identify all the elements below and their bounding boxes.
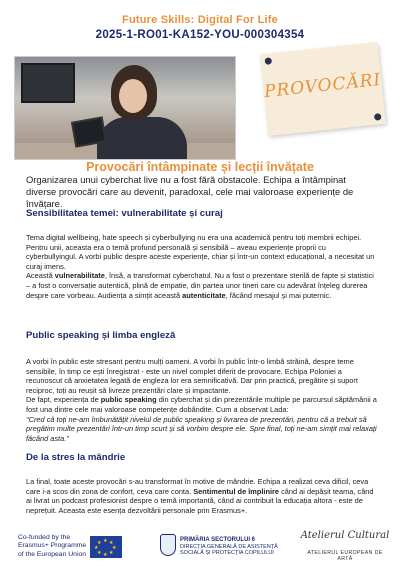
person-body-shape [97,117,187,160]
quote: "Cred că toți ne-am îmbunătățit nivelul de public speaking și livrarea de prezentări, pentru că a trebuit să pregătim multe prezentări într-un timp scurt și să vorbim despre ele. Spre final, toți ne-am simțit mai relaxați făcând asta." [26,414,377,443]
emphasis: Sentimentul de împlinire [193,486,280,496]
city-hall-logo-text: PRIMĂRIA SECTORULUI 6 DIRECȚIA GENERALĂ DE ASISTENȚĂ SOCIALĂ ȘI PROTECȚIA COPILULUI [180,537,278,557]
pin-icon [264,57,272,65]
emphasis: public speaking [100,395,157,405]
section-heading: Sensibilitatea temei: vulnerabilitate și curaj [26,208,223,219]
section-sensitivity [26,208,378,300]
section-public-speaking [26,330,378,443]
section-heading: De la stres la mândrie [26,452,126,463]
project-code: 2025-1-RO01-KA152-YOU-000304354 [95,29,305,41]
photo-students-at-computer [14,56,236,160]
section-paragraph: De fapt, experiența de public speaking din cyberchat și din prezentările multiple pe parcursul săptămânii a fost una dintre cele mai valoroase competențe dobândite. Cum a observat Lada: [26,395,377,414]
project-title: Future Skills: Digital For Life [122,14,278,26]
section-paragraph: A vorbi în public este stresant pentru mulți oameni. A vorbi în public într-o limbă străină, despre teme sensibile, în timp ce ești înregistrat - este un nivel complet diferit de provocare. Echipa Poloniei a recunoscut că anxietatea legată de engleza lor era semnificativă. Dar prin practică, pregătire și suport reciproc, toți au reușit să livreze prezentări clare și impactante. [26,357,358,395]
pin-icon [374,113,382,121]
atelier-logo-text: ATELIERUL EUROPEAN DE ARTĂ [307,550,383,562]
intro-paragraph: Organizarea unui cyberchat live nu a fost fără obstacole. Echipa a întâmpinat diverse provocări care au devenit, paradoxal, cele mai valoroase experiențe de învățare. [26,174,354,209]
section-paragraph: La final, toate aceste provocări s-au transformat în motive de mândrie. Echipa a realizat ceva dificil, ceva care i-a scos din zona de confort, ceva care conta. Sentimentul de împlinire când ai depășit teama, când ai livrat un podcast profesionist despre o temă importantă, când ai contribuit la educația altora - este de neprețuit. Aceasta este esența dezvoltării personale prin Erasmus+. [26,477,374,515]
note-word: PROVOCĂRI [263,69,383,103]
eu-flag-icon: ★ ★ ★ ★ ★ ★ ★ ★ [90,536,122,558]
section-paragraph: Tema digital wellbeing, hate speech și cyberbullying nu era una academică pentru toți membrii echipei. Pentru unii, aceasta era o temă profund personală și sensibilă – aveau experiențe proprii cu cyberbullyingul. A vorbi public despre aceste experiențe, chiar și într-un context educațional, a necesitat un curaj imens. [26,233,375,271]
section-paragraph: Această vulnerabilitate, însă, a transformat cyberchatul. Nu a fost o prezentare sterilă de fapte și statistici – a fost o conversație autentică, plină de empatie, din partea unor tineri care cu adevărat înțeleg durerea despre care vorbeau. Audiența a simțit această autenticitate, făcând mesajul și mai puternic. [26,271,374,300]
section-heading: Public speaking și limba engleză [26,330,176,341]
monitor-shape [21,63,75,103]
coat-of-arms-icon [160,534,176,556]
page-title: Provocări întâmpinate și lecții învățate [86,160,314,174]
emphasis: vulnerabilitate [54,271,105,281]
sticky-note [260,42,386,136]
footer [0,520,400,566]
person-face-shape [119,79,147,113]
tablet-shape [71,116,107,147]
section-stress-to-pride [26,452,378,515]
eu-funding-text: Co-funded by the Erasmus+ Programme of the European Union [18,534,87,558]
emphasis: autenticitate [182,290,226,300]
atelier-logo: Atelierul Cultural [300,530,390,541]
header [0,14,400,41]
